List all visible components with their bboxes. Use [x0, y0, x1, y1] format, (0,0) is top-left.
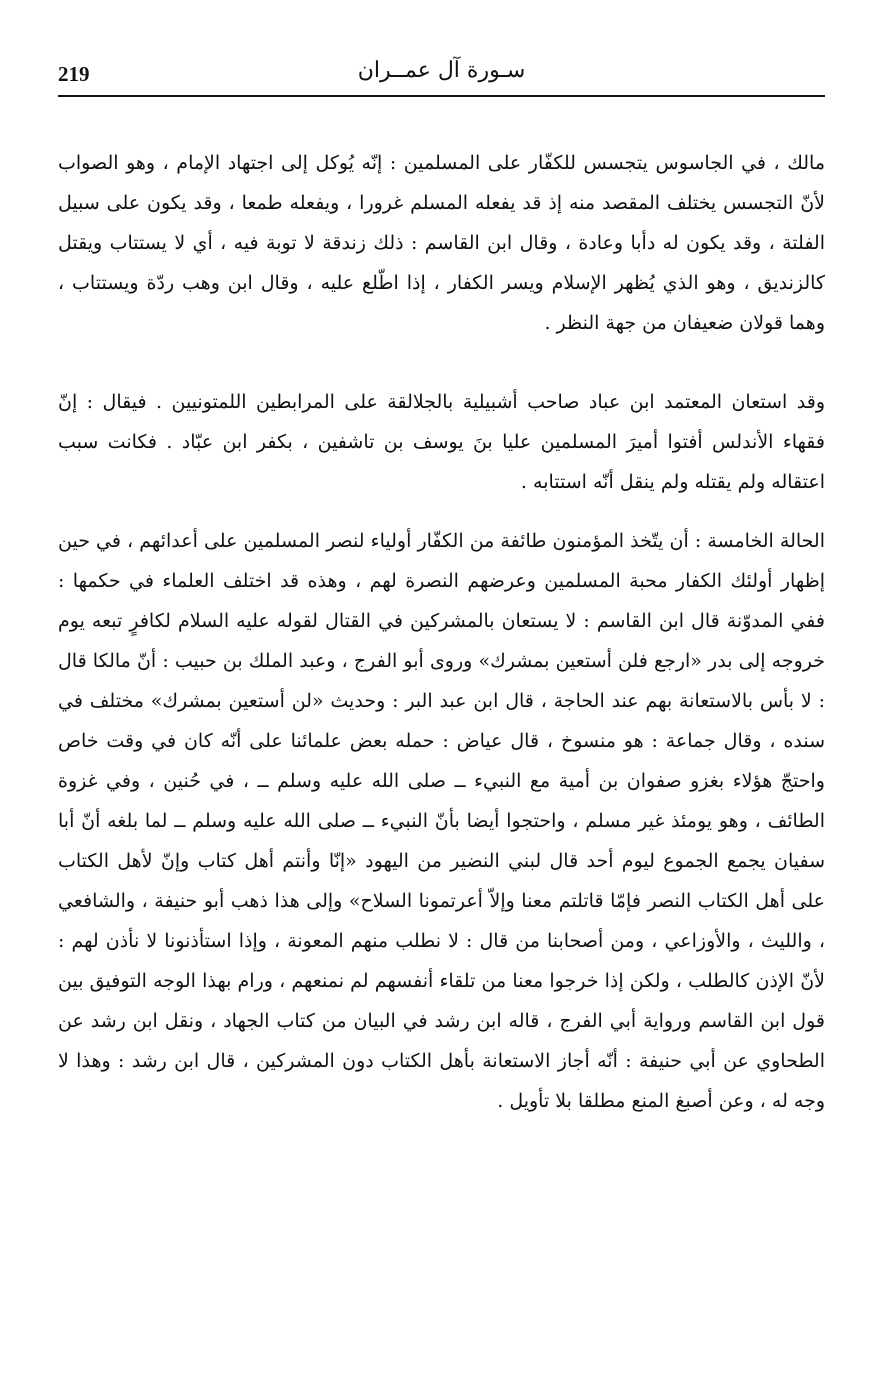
paragraph: مالك ، في الجاسوس يتجسس للكفّار على المسلمين : إنّه يُوكل إلى اجتهاد الإمام ، وهو الصواب لأنّ التجسس يختلف المقصد منه إذ قد يفعله المسلم غرورا ، ويفعله طمعا ، وقد يكون على سبيل الفلتة ، وقد يكون له دأبا وعادة ، وقال ابن القاسم : ذلك زندقة لا توبة فيه ، أي لا يستتاب ويقتل كالزنديق ، وهو الذي يُظهر الإسلام ويسر الكفار ، إذا اطّلع عليه ، وقال ابن وهب ردّة ويستتاب ، وهما قولان ضعيفان من جهة النظر .: [58, 152, 825, 334]
paragraph: الحالة الخامسة : أن يتّخذ المؤمنون طائفة من الكفّار أولياء لنصر المسلمين على أعدائهم ، في حين إظهار أولئك الكفار محبة المسلمين وعرضهم النصرة لهم ، وهذه قد اختلف العلماء في حكمها : ففي المدوّنة قال ابن القاسم : لا يستعان بالمشركين في القتال لقوله عليه السلام لكافرٍ تبعه يوم خروجه إلى بدر «ارجع فلن أستعين بمشرك» وروى أبو الفرج ، وعبد الملك بن حبيب : أنّ مالكا قال : لا بأس بالاستعانة بهم عند الحاجة ، قال ابن عبد البر : وحديث «لن أستعين بمشرك» مختلف في سنده ، وقال جماعة : هو منسوخ ، قال عياض : حمله بعض علمائنا على أنّه كان في وقت خاص واحتجّ هؤلاء بغزو صفوان بن أمية مع النبيء ــ صلى الله عليه وسلم ــ ، في حُنين ، وفي غزوة الطائف ، وهو يومئذ غير مسلم ، واحتجوا أيضا بأنّ النبيء ــ صلى الله عليه وسلم ــ لما بلغه أنّ أبا سفيان يجمع الجموع ليوم أحد قال لبني النضير من اليهود «إنّا وأنتم أهل كتاب وإنّ لأهل الكتاب على أهل الكتاب النصر فإمّا قاتلتم معنا وإلاّ أعرتمونا السلاح» وإلى هذا ذهب أبو حنيفة ، والشافعي ، والليث ، والأوزاعي ، ومن أصحابنا من قال : لا نطلب منهم المعونة ، وإذا استأذنونا لا نأذن لهم : لأنّ الإذن كالطلب ، ولكن إذا خرجوا معنا من تلقاء أنفسهم لم نمنعهم ، ورام بهذا الوجه التوفيق بين قول ابن القاسم ورواية أبي الفرج ، قاله ابن رشد في البيان من كتاب الجهاد ، ونقل ابن رشد عن الطحاوي عن أبي حنيفة : أنّه أجاز الاستعانة بأهل الكتاب دون المشركين ، قال ابن رشد : وهذا لا وجه له ، وعن أصبغ المنع مطلقا بلا تأويل .: [58, 530, 825, 1112]
header-rule: [58, 95, 825, 97]
paragraph: وقد استعان المعتمد ابن عباد صاحب أشبيلية بالجلالقة على المرابطين اللمتونيين . فيقال : إنّ فقهاء الأندلس أفتوا أميرَ المسلمين عليا بنَ يوسف بن تاشفين ، بكفر ابن عبّاد . فكانت سبب اعتقاله ولم يقتله ولم ينقل أنّه استتابه .: [58, 391, 825, 493]
page-header: [58, 58, 825, 98]
running-title: سـورة آل عمــران: [357, 58, 526, 83]
page-number: 219: [58, 62, 90, 86]
